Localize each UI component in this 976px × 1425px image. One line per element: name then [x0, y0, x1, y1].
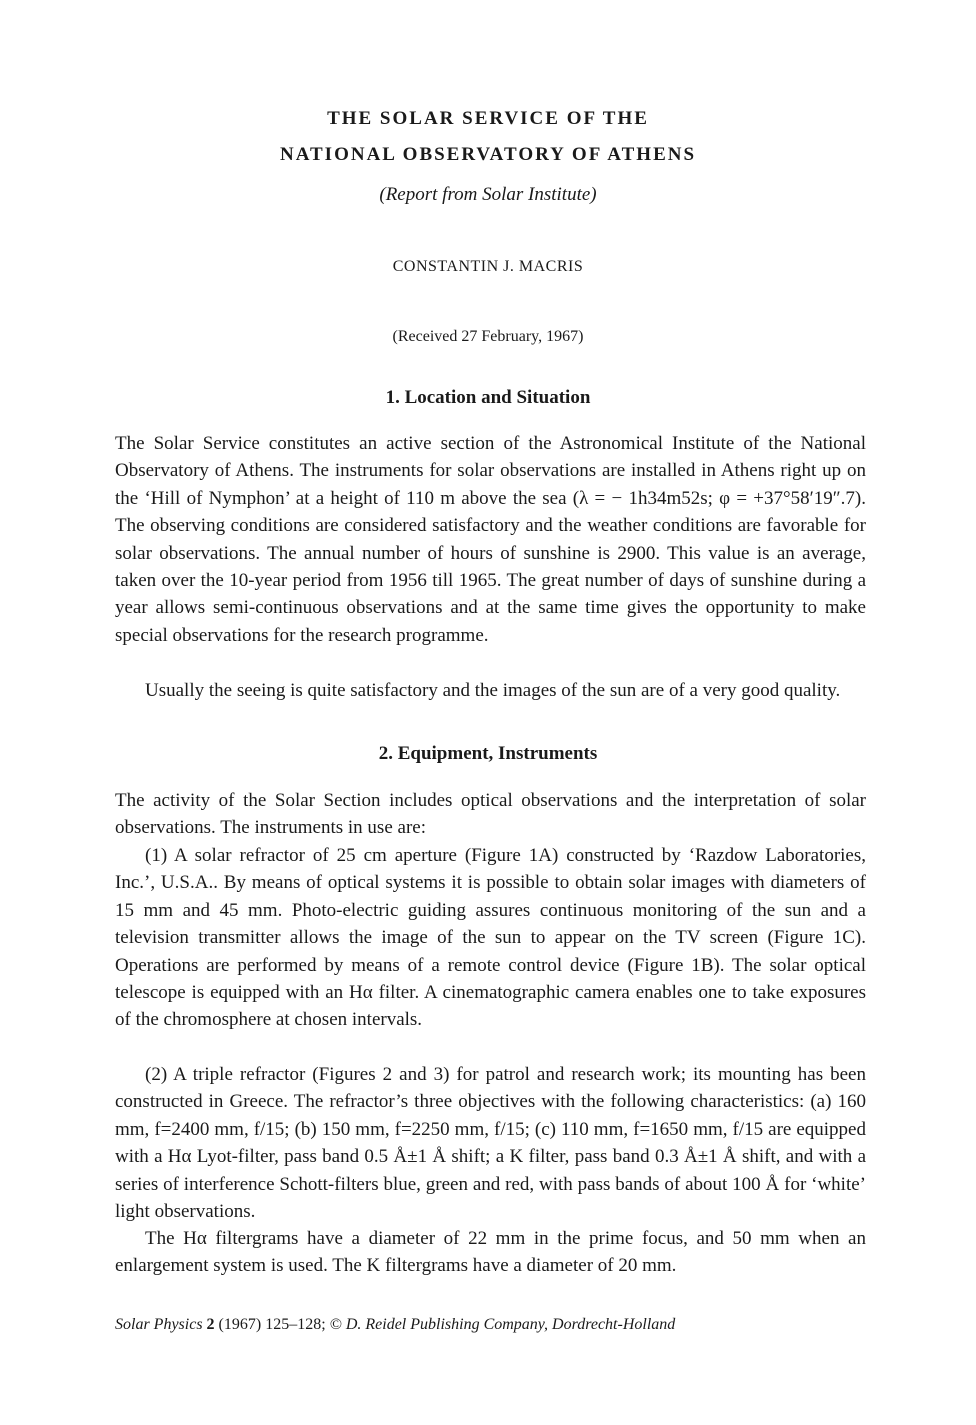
section-2-paragraph-1: The activity of the Solar Section includes optical observations and the interpretation of solar observations. The instruments in use are: — [115, 790, 866, 839]
section-2-paragraph-4: The Hα filtergrams have a diameter of 22 mm in the prime focus, and 50 mm when an enlargement system is used. The K filtergrams have a diameter of 20 mm. — [115, 1228, 866, 1277]
footer-volume: 2 — [206, 1316, 215, 1333]
footer-pages: (1967) 125–128; — [218, 1316, 326, 1333]
section-2-heading: 2. Equipment, Instruments — [378, 743, 598, 764]
author-name: CONSTANTIN J. MACRIS — [392, 258, 584, 275]
section-2-paragraph-3: (2) A triple refractor (Figures 2 and 3) for patrol and research work; its mounting has been constructed in Greece. The refractor’s three objectives with the following characteristics: (a) 160 mm, f=2400 mm, f/15; (b) 150 mm, f=2250 mm, f/15; (c) 110 mm, f=1650 mm, f/15 are equipped with a Hα Lyot-filter, pass band 0.5 Å±1 Å shift; a K filter, pass band 0.3 Å±1 Å shift, and with a series of interference Schott-filters blue, green and red, with pass bands of about 100 Å for ‘white’ light observations. — [115, 1064, 866, 1223]
section-1-paragraph-2: Usually the seeing is quite satisfactory and the images of the sun are of a very good quality. — [145, 680, 841, 701]
received-date: (Received 27 February, 1967) — [392, 328, 584, 345]
title-line-2: NATIONAL OBSERVATORY OF ATHENS — [279, 144, 697, 165]
subtitle: (Report from Solar Institute) — [379, 184, 597, 205]
section-2-paragraph-2: (1) A solar refractor of 25 cm aperture (Figure 1A) constructed by ‘Razdow Laboratories, Inc.’, U.S.A.. By means of optical systems it is possible to obtain solar images with diameters of 15 mm and 45 mm. Photo-electric guiding assures continuous monitoring of the sun and a television transmitter allows the image of the sun to appear on the TV screen (Figure 1C). Operations are performed by means of a remote control device (Figure 1B). The solar optical telescope is equipped with an Hα filter. A cinematographic camera enables one to take exposures of the chromosphere at chosen intervals. — [115, 845, 866, 1031]
section-1-paragraph-1: The Solar Service constitutes an active section of the Astronomical Institute of the National Observatory of Athens. The instruments for solar observations are installed in Athens right up on the ‘Hill of Nymphon’ at a height of 110 m above the sea (λ = − 1h34m52s; φ = +37°58′19″.7). The observing conditions are considered satisfactory and the weather conditions are favorable for solar observations. The annual number of hours of sunshine is 2900. This value is an average, taken over the 10-year period from 1956 till 1965. The great number of days of sunshine during a year allows semi-continuous observations and at the same time gives the opportunity to make special observations for the research programme. — [115, 433, 866, 646]
section-1-heading: 1. Location and Situation — [385, 387, 591, 408]
footer-journal: Solar Physics — [115, 1316, 203, 1333]
footer-citation — [115, 1316, 675, 1334]
title-line-1: THE SOLAR SERVICE OF THE — [327, 108, 649, 129]
footer-publisher: © D. Reidel Publishing Company, Dordrecht-Holland — [329, 1316, 676, 1333]
